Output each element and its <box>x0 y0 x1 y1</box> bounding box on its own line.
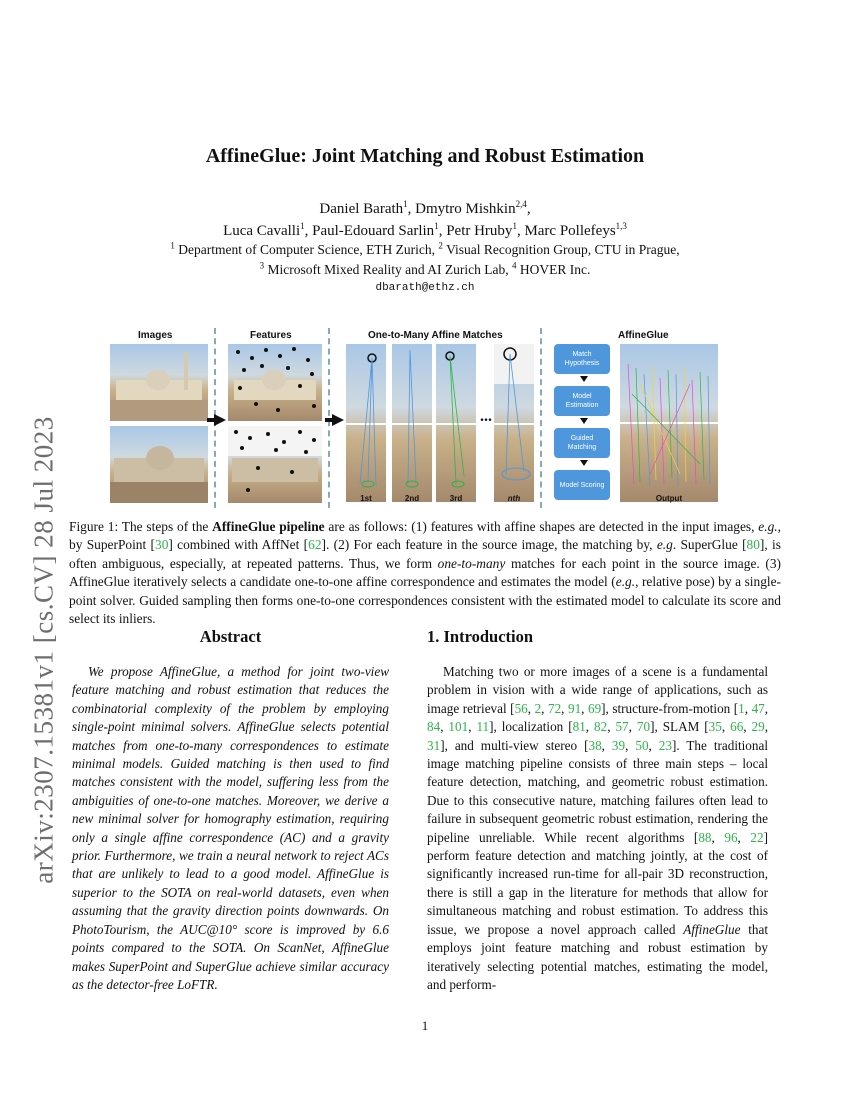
input-image-2 <box>110 426 208 503</box>
author-list: Daniel Barath$^1$, Dmytro Mishkin$^{2,4}$, Luca Cavalli$^1$, Paul-Edouard Sarlin$^1$, Petr Hruby$^1$, Marc Pollefeys$^{1,3}$ <box>223 199 627 239</box>
flow-step-match-hypothesis: Match Hypothesis <box>554 344 610 374</box>
match-label-1st: 1st <box>360 494 372 503</box>
figure-caption: Figure 1: The steps of the AffineGlue pipeline are as follows: (1) features with affine shapes are detected in the input images, e.g., by SuperPoint [30] combined with AffNet [62]. (2) For each feature in the source image, the matching by, e.g. SuperGlue [80], is often ambiguous, especially, at repeated patterns. Thus, we form one-to-many matches for each point in the source image. (3) AffineGlue iteratively selects a candidate one-to-one affine correspondence and estimates the model (e.g., relative pose) by a single-point solver. Guided sampling then forms one-to-one correspondences consistent with the estimated model to calculate its score and select its inliers. <box>69 519 782 627</box>
citation-link[interactable]: 84 <box>427 719 441 735</box>
citation-link[interactable]: 69 <box>587 700 602 716</box>
stage-label-affineglue: AffineGlue <box>618 330 669 341</box>
input-image-1 <box>110 344 208 421</box>
affiliation: Microsoft Mixed Reality and AI Zurich Lab, <box>267 262 509 277</box>
match-label-2nd: 2nd <box>404 494 420 503</box>
stage-label-features: Features <box>250 330 292 341</box>
affiliation: HOVER Inc. <box>519 262 591 277</box>
arxiv-identifier-text: arXiv:2307.15381v1 [cs.CV] 28 Jul 2023 <box>28 416 59 884</box>
citation-link[interactable]: 47 <box>751 700 765 716</box>
introduction-text: Matching two or more images of a scene is a fundamental problem in vision with a wide range of applications, such as image retrieval [56, 2, 72, 91, 69], structure-from-motion [1, 47, 84, 101, 11], localization [81, 82, 57, 70], SLAM [35, 66, 29, 31], and multi-view stereo [38, 39, 50, 23]. The traditional image matching pipeline consists of three main steps – local feature detection, matching, and geometric robust estimation. Due to this consecutive nature, matching failures often lead to failure in subsequent geometric robust estimation, rendering the pipeline unreliable. While recent algorithms [88, 96, 22] perform feature detection and matching jointly, at the cost of significantly increased run-time for all-pair 3D reconstruction, there is still a gap in the literature for methods that allow for simultaneous matching and robust estimation. To address this issue, we propose a novel approach called AffineGlue that employs joint feature matching and robust estimation by iteratively selecting potential matches, estimating the model, and perform- <box>427 664 769 992</box>
citation-link[interactable]: 31 <box>427 737 441 753</box>
arrow-icon <box>332 414 344 426</box>
affiliations: $^1$ Department of Computer Science, ETH Zurich, $^2$ Visual Recognition Group, CTU in Prague, $^3$ Microsoft Mixed Reality and AI Zurich Lab, $^4$ HOVER Inc. <box>170 240 680 277</box>
citation-link[interactable]: 91 <box>567 700 582 716</box>
citation-link[interactable]: 88 <box>698 829 712 845</box>
citation-link[interactable]: 50 <box>635 737 649 753</box>
affiliation: Visual Recognition Group, CTU in Prague, <box>446 242 680 257</box>
match-label-3rd: 3rd <box>449 494 463 503</box>
flow-step-guided-matching: Guided Matching <box>554 428 610 458</box>
match-label-nth: nth <box>507 494 521 503</box>
citation-link[interactable]: 23 <box>658 737 672 753</box>
citation-link[interactable]: 101 <box>448 719 469 735</box>
arrow-down-icon <box>580 418 588 424</box>
arrow-icon <box>214 414 226 426</box>
author-name: Dmytro Mishkin <box>415 201 516 217</box>
abstract-heading: Abstract <box>199 627 262 646</box>
citation-link[interactable]: 72 <box>547 700 562 716</box>
citation-link[interactable]: 81 <box>572 719 586 735</box>
introduction-column <box>427 627 768 994</box>
ellipsis-more: ... <box>480 408 492 425</box>
author-name: Paul-Edouard Sarlin <box>312 223 435 239</box>
output-label: Output <box>655 494 683 503</box>
paper-title: AffineGlue: Joint Matching and Robust Estimation <box>205 145 645 167</box>
author-email[interactable]: dbarath@ethz.ch <box>375 282 475 294</box>
match-strip-3rd <box>436 344 476 502</box>
author-name: Marc Pollefeys <box>524 223 616 239</box>
citation-link[interactable]: 82 <box>594 719 608 735</box>
affineglue-flow <box>554 344 614 504</box>
citation-link[interactable]: 62 <box>308 537 322 553</box>
citation-link[interactable]: 66 <box>730 719 744 735</box>
match-strip-2nd <box>392 344 432 502</box>
stage-divider <box>540 328 542 508</box>
citation-link[interactable]: 38 <box>588 737 602 753</box>
figure-pipeline <box>110 328 740 508</box>
match-strip-1st <box>346 344 386 502</box>
author-name: Luca Cavalli <box>223 223 301 239</box>
feature-image-2 <box>228 426 322 503</box>
citation-link[interactable]: 2 <box>534 700 542 716</box>
citation-link[interactable]: 70 <box>636 719 651 735</box>
output-image <box>620 344 718 502</box>
citation-link[interactable]: 39 <box>611 737 626 753</box>
citation-link[interactable]: 96 <box>724 829 738 845</box>
introduction-heading: 1. Introduction <box>427 627 534 646</box>
author-name: Petr Hruby <box>446 223 513 239</box>
citation-link[interactable]: 35 <box>708 719 722 735</box>
abstract-column <box>60 627 401 994</box>
citation-link[interactable]: 56 <box>514 700 528 716</box>
page-number: 1 <box>421 1018 429 1033</box>
citation-link[interactable]: 80 <box>746 537 760 553</box>
citation-link[interactable]: 30 <box>155 537 169 553</box>
citation-link[interactable]: 22 <box>750 829 764 845</box>
feature-image-1 <box>228 344 322 421</box>
citation-link[interactable]: 1 <box>738 700 745 716</box>
stage-label-matches: One-to-Many Affine Matches <box>368 330 503 341</box>
arrow-down-icon <box>580 460 588 466</box>
citation-link[interactable]: 29 <box>751 719 765 735</box>
flow-step-model-scoring: Model Scoring <box>554 470 610 500</box>
abstract-text: We propose AffineGlue, a method for joint two-view feature matching and robust estimation that reduces the combinatorial complexity of the problem by employing single-point minimal solvers. AffineGlue selects potential matches from one-to-many correspondences to estimate minimal models. Guided matching is then used to find matches consistent with the model, suffering less from the ambiguities of one-to-one matches. Moreover, we derive a new minimal solver for homography estimation, requiring only a single affine correspondence (AC) and a gravity prior. Furthermore, we train a neural network to reject ACs that are unlikely to lead to a good model. AffineGlue is superior to the SOTA on real-world datasets, even when assuming that the gravity direction points downwards. On PhotoTourism, the AUC@10° score is improved by 6.6 points compared to the SOTA. On ScanNet, AffineGlue makes SuperPoint and SuperGlue achieve similar accuracy as the detector-free LoFTR. <box>72 664 389 992</box>
stage-label-images: Images <box>138 330 173 341</box>
citation-link[interactable]: 57 <box>615 719 629 735</box>
author-name: Daniel Barath <box>319 201 404 217</box>
arrow-down-icon <box>580 376 588 382</box>
match-strip-nth <box>494 344 534 502</box>
flow-step-model-estimation: Model Estimation <box>554 386 610 416</box>
citation-link[interactable]: 11 <box>476 719 490 735</box>
affiliation: Department of Computer Science, ETH Zurich, <box>178 242 436 257</box>
